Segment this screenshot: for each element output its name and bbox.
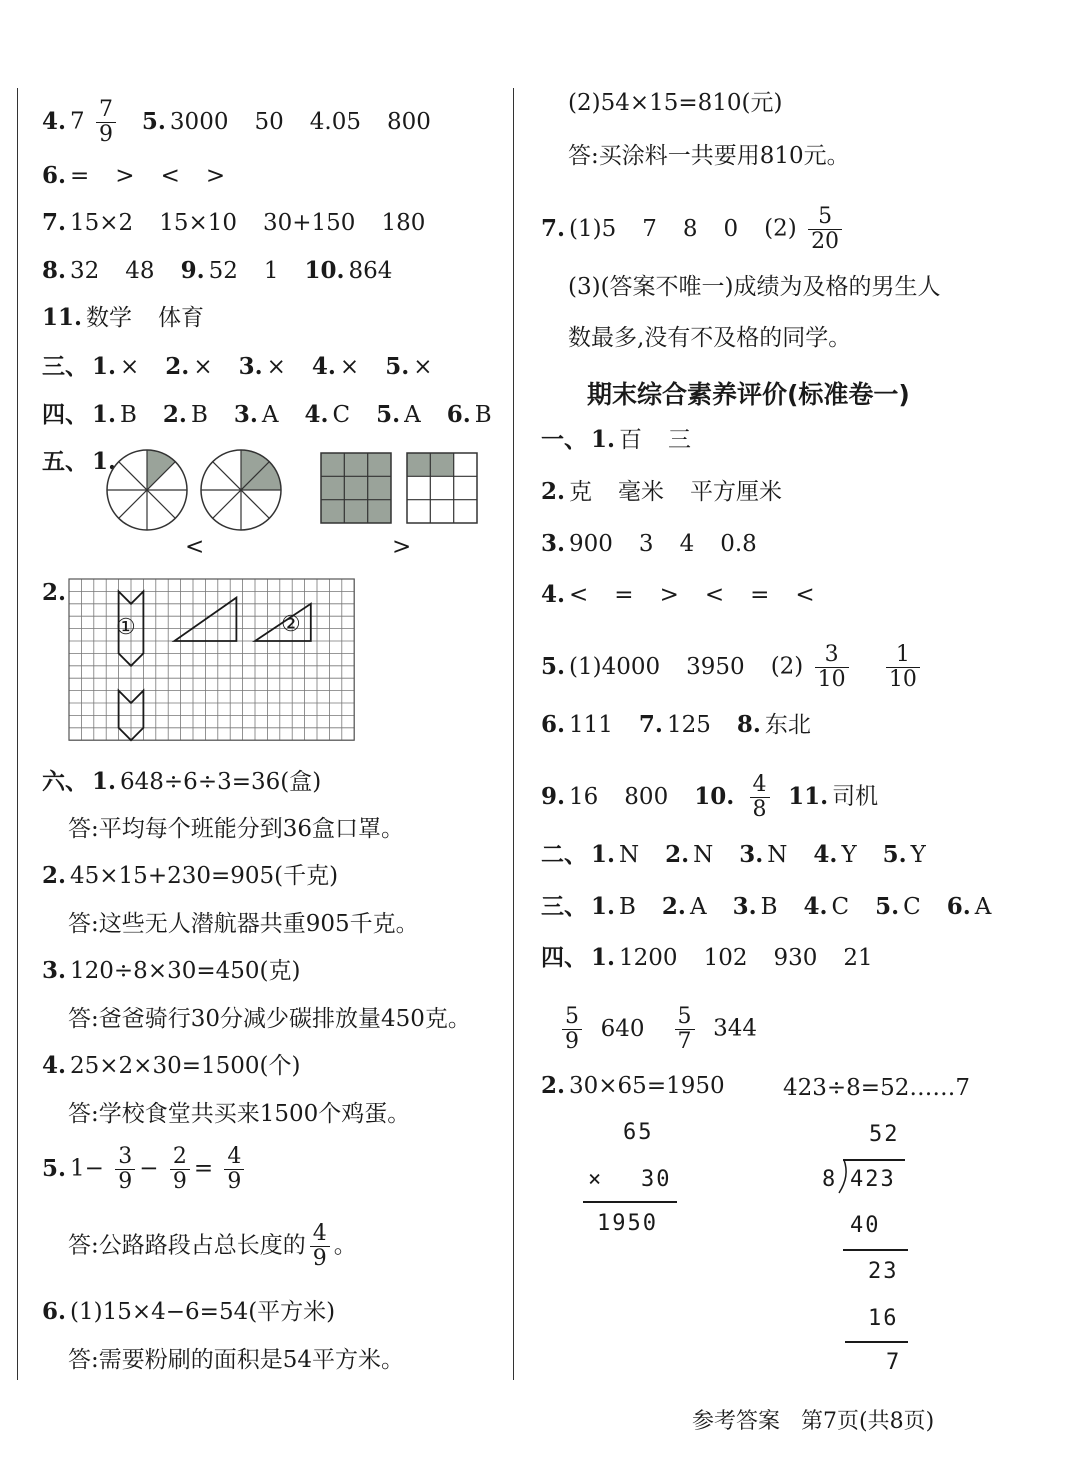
mult-bottom: 30 bbox=[641, 1167, 672, 1192]
right-q7: 7. (1)5 7 8 0 (2) $\frac{5}{20}$ bbox=[541, 205, 846, 254]
left-s6-q6-eq: 6. (1)15×4−6=54(平方米) bbox=[42, 1298, 336, 1325]
mult-result: 1950 bbox=[597, 1211, 658, 1236]
circle-right bbox=[201, 450, 281, 530]
div-bracket bbox=[836, 1159, 848, 1195]
section-title: 期末综合素养评价(标准卷一) bbox=[587, 380, 910, 409]
right-q6-2-answer: 答:买涂料一共要用810元。 bbox=[568, 143, 850, 169]
fraction: $\frac{4}{9}$ bbox=[224, 1145, 244, 1194]
right-s1-q9-q11: 9. 16 800 10. $\frac{4}{8}$ 11. 司机 bbox=[541, 772, 879, 822]
left-s6-q1-answer: 答:平均每个班能分到36盒口罩。 bbox=[68, 816, 405, 842]
right-s4-q1: 四、 1. 1200 102 930 21 bbox=[541, 944, 873, 971]
grid-drawing-figure bbox=[68, 578, 358, 748]
compare-symbol-1: < bbox=[185, 534, 205, 560]
left-margin-line bbox=[17, 88, 18, 1380]
div-line-1 bbox=[843, 1249, 908, 1251]
fraction: $\frac{4}{8}$ bbox=[750, 773, 770, 822]
footer-label: 参考答案 bbox=[692, 1409, 781, 1434]
right-s1-q3: 3. 900 3 4 0.8 bbox=[541, 530, 757, 557]
circle-left bbox=[107, 450, 187, 530]
div-top-line bbox=[843, 1159, 905, 1161]
left-q11: 11. 数学 体育 bbox=[42, 304, 205, 331]
left-q8-q10: 8. 32 48 9. 52 1 10. 864 bbox=[42, 257, 393, 284]
left-s6-q2-answer: 答:这些无人潜航器共重905千克。 bbox=[68, 911, 419, 937]
right-section-3: 三、 1. B 2. A 3. B 4. C 5. C 6. A bbox=[541, 893, 992, 920]
right-s1-q2: 2. 克 毫米 平方厘米 bbox=[541, 478, 783, 505]
right-q7-3-line2: 数最多,没有不及格的同学。 bbox=[568, 325, 852, 351]
div-quotient: 52 bbox=[869, 1122, 900, 1147]
fraction: $\frac{2}{9}$ bbox=[170, 1145, 190, 1194]
footer bbox=[692, 1404, 934, 1435]
div-divisor: 8 bbox=[822, 1167, 838, 1192]
square-left bbox=[321, 453, 391, 523]
column-divider bbox=[513, 88, 514, 1380]
right-s1-q5: 5. (1)4000 3950 (2) $\frac{3}{10}$ $\frac{1}{10}$ bbox=[541, 643, 924, 692]
fraction: $\frac{5}{7}$ bbox=[675, 1005, 695, 1054]
fraction-squares-figure bbox=[320, 452, 480, 527]
left-s6-q1-eq: 六、 1. 648÷6÷3=36(盒) bbox=[42, 768, 322, 795]
div-subtract-2: 16 bbox=[868, 1306, 899, 1331]
right-s1-q1: 一、 1. 百 三 bbox=[541, 426, 692, 453]
right-s4-q2-eq1: 2. 30×65=1950 bbox=[541, 1072, 725, 1099]
right-q7-3-line1: (3)(答案不唯一)成绩为及格的男生人 bbox=[568, 274, 941, 300]
left-section-4: 四、 1. B 2. B 3. A 4. C 5. A 6. B bbox=[42, 401, 492, 428]
right-q6-2-eq: (2)54×15=810(元) bbox=[568, 90, 783, 116]
fraction: $\frac{1}{10}$ bbox=[886, 643, 920, 692]
right-s1-q4: 4. < = > < = < bbox=[541, 581, 815, 608]
div-remainder-1: 23 bbox=[868, 1259, 899, 1284]
left-q4-q5: 4. 7 $\frac{7}{9}$ 5. 3000 50 4.05 800 bbox=[42, 97, 431, 147]
left-s6-q4-eq: 4. 25×2×30=1500(个) bbox=[42, 1052, 301, 1079]
mult-top: 65 bbox=[623, 1120, 654, 1145]
left-section-3: 三、 1. × 2. × 3. × 4. × 5. × bbox=[42, 353, 433, 380]
mult-operator: × bbox=[588, 1167, 604, 1192]
left-s6-q3-answer: 答:爸爸骑行30分减少碳排放量450克。 bbox=[68, 1006, 471, 1032]
right-s4-q2-eq2: 423÷8=52……7 bbox=[783, 1075, 970, 1101]
fraction: $\frac{5}{20}$ bbox=[808, 205, 842, 254]
shape-mark-2: ② bbox=[281, 612, 301, 637]
div-dividend: 423 bbox=[850, 1167, 896, 1192]
fraction: $\frac{7}{9}$ bbox=[96, 98, 116, 147]
left-s6-q2-eq: 2. 45×15+230=905(千克) bbox=[42, 862, 339, 889]
left-q6: 6. = > < > bbox=[42, 162, 226, 189]
div-final-remainder: 7 bbox=[886, 1350, 902, 1375]
right-section-2: 二、 1. N 2. N 3. N 4. Y 5. Y bbox=[541, 841, 926, 868]
left-section-5-label: 五、 1. bbox=[42, 448, 117, 475]
left-s6-q5-answer: 答:公路路段占总长度的 $\frac{4}{9}$ 。 bbox=[68, 1221, 357, 1271]
left-q7: 7. 15×2 15×10 30+150 180 bbox=[42, 209, 426, 236]
fraction: $\frac{5}{9}$ bbox=[562, 1005, 582, 1054]
left-s6-q5-eq: 5. 1− $\frac{3}{9}$ − $\frac{2}{9}$ = $\frac{4}{9}$ bbox=[42, 1145, 248, 1194]
mult-line bbox=[583, 1201, 677, 1203]
right-s1-q6-q8: 6. 111 7. 125 8. 东北 bbox=[541, 711, 811, 738]
div-subtract-1: 40 bbox=[850, 1213, 881, 1238]
fraction: $\frac{3}{9}$ bbox=[115, 1145, 135, 1194]
shape-mark-1: ① bbox=[116, 615, 136, 640]
left-s6-q6-answer: 答:需要粉刷的面积是54平方米。 bbox=[68, 1347, 405, 1373]
compare-symbol-2: > bbox=[392, 534, 412, 560]
right-s4-q1b: $\frac{5}{9}$ 640 $\frac{5}{7}$ 344 bbox=[558, 1005, 757, 1054]
fraction: $\frac{4}{9}$ bbox=[310, 1222, 330, 1271]
page-number: 第7页(共8页) bbox=[801, 1409, 935, 1434]
left-s6-q4-answer: 答:学校食堂共买来1500个鸡蛋。 bbox=[68, 1101, 411, 1127]
fraction: $\frac{3}{10}$ bbox=[815, 643, 849, 692]
div-line-2 bbox=[845, 1341, 908, 1343]
left-s6-q3-eq: 3. 120÷8×30=450(克) bbox=[42, 957, 301, 984]
fraction-circles-figure bbox=[100, 445, 290, 535]
square-right bbox=[407, 453, 477, 523]
left-section-5-q2-label: 2. bbox=[42, 579, 67, 606]
